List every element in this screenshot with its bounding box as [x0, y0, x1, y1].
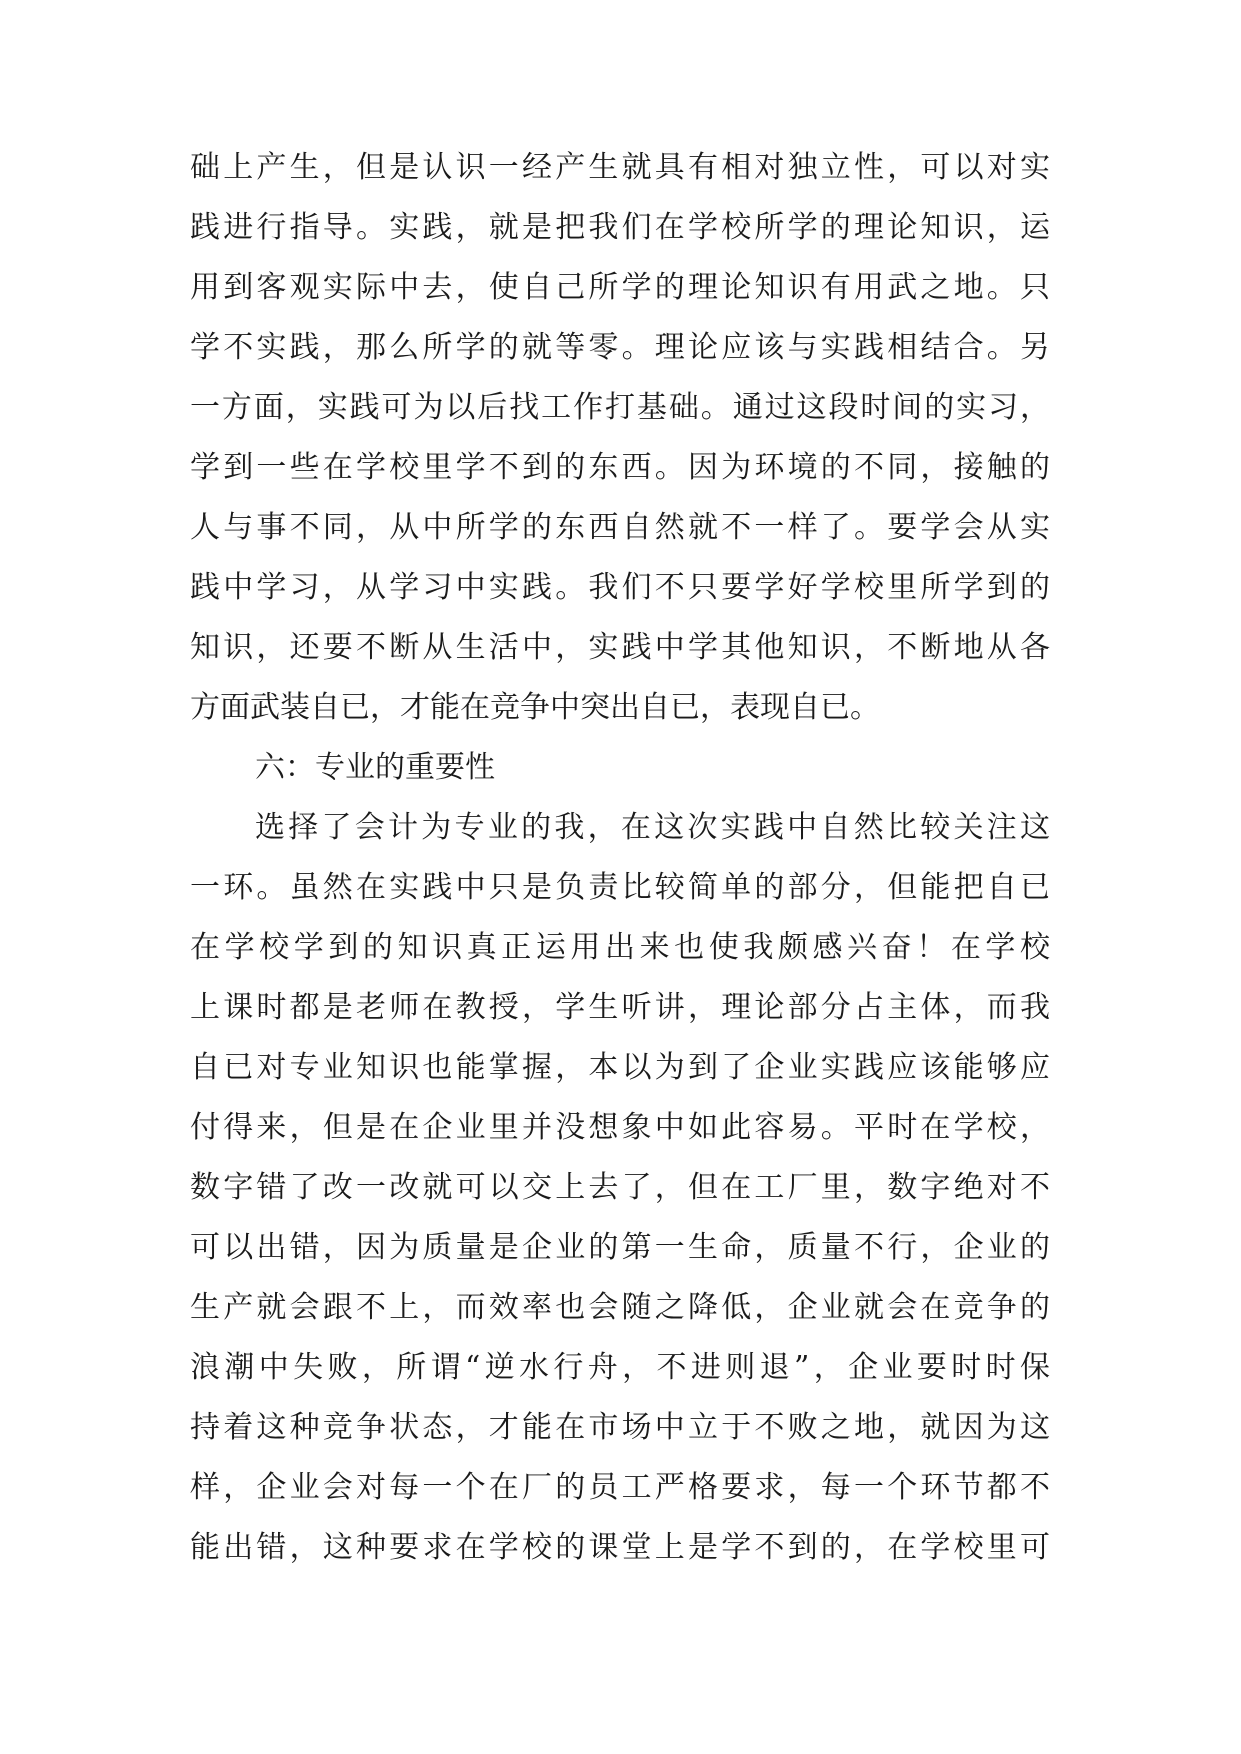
paragraph-line: 础上产生，但是认识一经产生就具有相对独立性，可以对实 — [190, 150, 1050, 185]
paragraph-line: 可以出错，因为质量是企业的第一生命，质量不行，企业的 — [190, 1230, 1050, 1265]
paragraph-line: 数字错了改一改就可以交上去了，但在工厂里，数字绝对不 — [190, 1170, 1050, 1205]
section-heading: 六：专业的重要性 — [255, 750, 495, 785]
paragraph-line: 一环。虽然在实践中只是负责比较简单的部分，但能把自已 — [190, 870, 1050, 905]
paragraph-line: 上课时都是老师在教授，学生听讲，理论部分占主体，而我 — [190, 990, 1050, 1025]
paragraph-line: 付得来，但是在企业里并没想象中如此容易。平时在学校， — [190, 1110, 1050, 1145]
paragraph-line: 能出错，这种要求在学校的课堂上是学不到的，在学校里可 — [190, 1530, 1050, 1565]
paragraph-line: 学到一些在学校里学不到的东西。因为环境的不同，接触的 — [190, 450, 1050, 485]
paragraph-line: 践中学习，从学习中实践。我们不只要学好学校里所学到的 — [190, 570, 1050, 605]
paragraph-line: 持着这种竞争状态，才能在市场中立于不败之地，就因为这 — [190, 1410, 1050, 1445]
paragraph-line: 自已对专业知识也能掌握，本以为到了企业实践应该能够应 — [190, 1050, 1050, 1085]
paragraph-line: 用到客观实际中去，使自己所学的理论知识有用武之地。只 — [190, 270, 1050, 305]
paragraph-line: 践进行指导。实践，就是把我们在学校所学的理论知识，运 — [190, 210, 1050, 245]
paragraph-line: 知识，还要不断从生活中，实践中学其他知识，不断地从各 — [190, 630, 1050, 665]
paragraph-line: 人与事不同，从中所学的东西自然就不一样了。要学会从实 — [190, 510, 1050, 545]
paragraph-line: 样，企业会对每一个在厂的员工严格要求，每一个环节都不 — [190, 1470, 1050, 1505]
paragraph-line: 浪潮中失败，所谓“逆水行舟，不进则退”，企业要时时保 — [190, 1350, 1050, 1385]
paragraph-line: 在学校学到的知识真正运用出来也使我颇感兴奋！在学校 — [190, 930, 1050, 965]
paragraph-line: 一方面，实践可为以后找工作打基础。通过这段时间的实习， — [190, 390, 1050, 425]
paragraph-line: 学不实践，那么所学的就等零。理论应该与实践相结合。另 — [190, 330, 1050, 365]
paragraph-line: 选择了会计为专业的我，在这次实践中自然比较关注这 — [255, 810, 1050, 845]
paragraph-line: 生产就会跟不上，而效率也会随之降低，企业就会在竞争的 — [190, 1290, 1050, 1325]
paragraph-line: 方面武装自已，才能在竞争中突出自已，表现自已。 — [190, 690, 880, 725]
